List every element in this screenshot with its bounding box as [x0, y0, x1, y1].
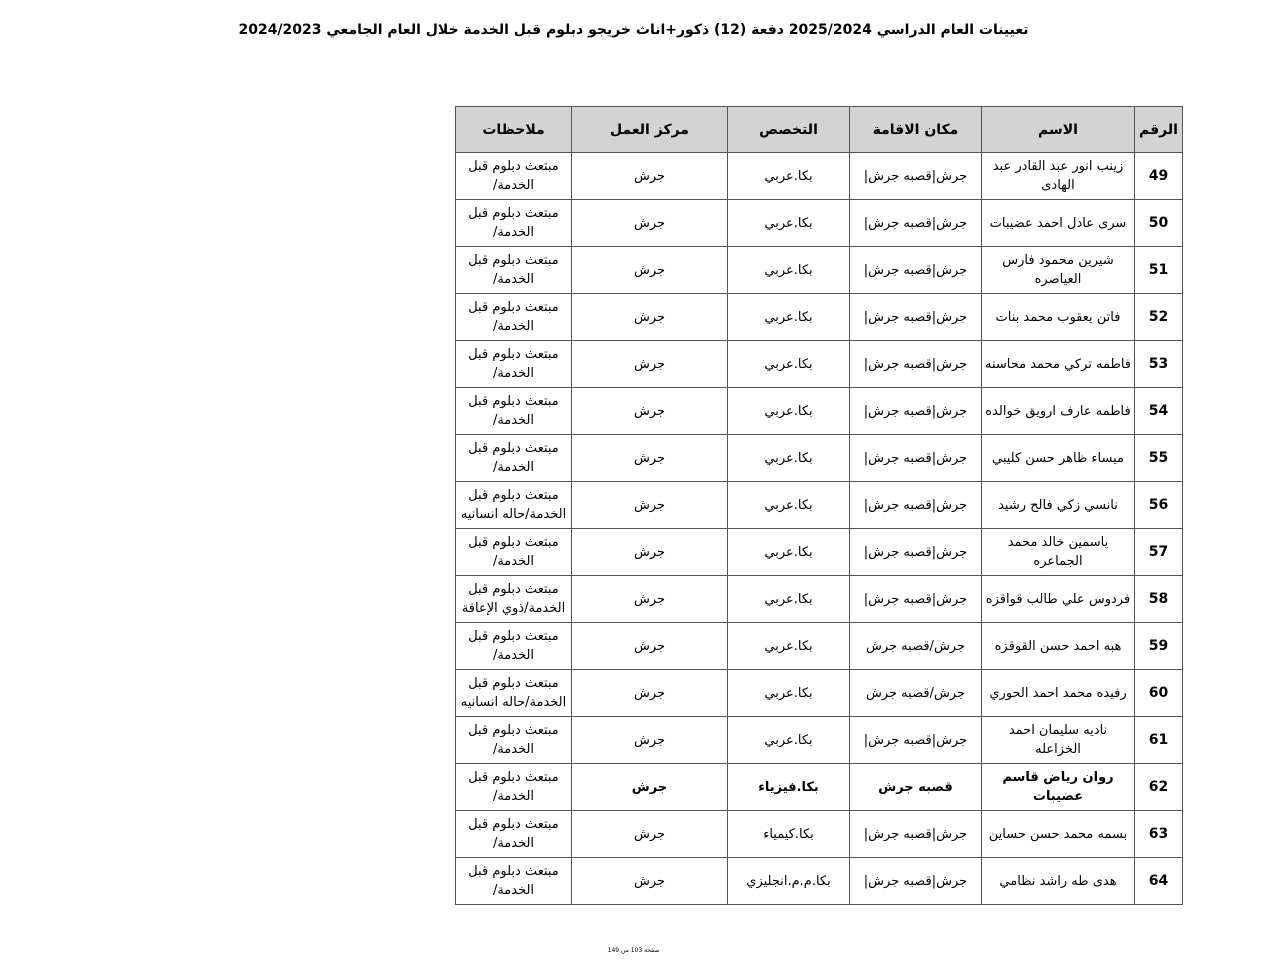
cell-name: فردوس علي طالب قواقزه [982, 576, 1135, 623]
cell-work-center: جرش [572, 294, 728, 341]
cell-name: ميساء ظاهر حسن كليبي [982, 435, 1135, 482]
cell-number: 64 [1135, 858, 1183, 905]
cell-notes: مبتعث دبلوم قبل الخدمة/ [456, 247, 572, 294]
cell-residence: جرش|قصبه جرش| [850, 482, 982, 529]
table-row [456, 153, 1183, 200]
table-row [456, 623, 1183, 670]
cell-residence: جرش/قصبه جرش [850, 623, 982, 670]
cell-work-center: جرش [572, 858, 728, 905]
cell-name: فاطمه عارف ارويق خوالده [982, 388, 1135, 435]
cell-specialty: بكا.عربي [728, 341, 850, 388]
cell-residence: جرش|قصبه جرش| [850, 858, 982, 905]
cell-name: سرى عادل احمد عضيبات [982, 200, 1135, 247]
cell-work-center: جرش [572, 341, 728, 388]
cell-number: 49 [1135, 153, 1183, 200]
cell-work-center: جرش [572, 764, 728, 811]
cell-number: 60 [1135, 670, 1183, 717]
cell-number: 52 [1135, 294, 1183, 341]
table-row [456, 858, 1183, 905]
cell-name: ياسمين خالد محمد الجماعره [982, 529, 1135, 576]
table-row [456, 341, 1183, 388]
cell-specialty: بكا.عربي [728, 529, 850, 576]
cell-work-center: جرش [572, 576, 728, 623]
cell-number: 57 [1135, 529, 1183, 576]
cell-notes: مبتعث دبلوم قبل الخدمة/ [456, 529, 572, 576]
cell-number: 56 [1135, 482, 1183, 529]
column-header-name: الاسم [982, 107, 1135, 153]
cell-specialty: بكا.عربي [728, 200, 850, 247]
cell-specialty: بكا.م.م.انجليزي [728, 858, 850, 905]
page-number-footer: صفحة 103 من 149 [607, 947, 660, 954]
table-row [456, 764, 1183, 811]
cell-notes: مبتعث دبلوم قبل الخدمة/ [456, 858, 572, 905]
cell-specialty: بكا.كيمياء [728, 811, 850, 858]
cell-residence: جرش|قصبه جرش| [850, 529, 982, 576]
cell-work-center: جرش [572, 247, 728, 294]
cell-name: فاطمه تركي محمد محاسنه [982, 341, 1135, 388]
cell-name: شيرين محمود فارس العياصره [982, 247, 1135, 294]
cell-residence: جرش|قصبه جرش| [850, 200, 982, 247]
column-header-work-center: مركز العمل [572, 107, 728, 153]
cell-notes: مبتعث دبلوم قبل الخدمة/حاله انسانيه [456, 670, 572, 717]
cell-work-center: جرش [572, 717, 728, 764]
cell-specialty: بكا.عربي [728, 576, 850, 623]
cell-name: هبه احمد حسن القوقزه [982, 623, 1135, 670]
column-header-specialty: التخصص [728, 107, 850, 153]
table-row [456, 529, 1183, 576]
cell-specialty: بكا.عربي [728, 717, 850, 764]
table-body [456, 153, 1183, 905]
cell-notes: مبتعث دبلوم قبل الخدمة/حاله انسانيه [456, 482, 572, 529]
cell-residence: جرش|قصبه جرش| [850, 247, 982, 294]
cell-name: زينب انور عبد القادر عبد الهادى [982, 153, 1135, 200]
cell-number: 59 [1135, 623, 1183, 670]
cell-work-center: جرش [572, 529, 728, 576]
table-row [456, 482, 1183, 529]
cell-residence: جرش/قصبه جرش [850, 670, 982, 717]
cell-number: 55 [1135, 435, 1183, 482]
cell-notes: مبتعث دبلوم قبل الخدمة/ [456, 764, 572, 811]
table-row [456, 388, 1183, 435]
cell-specialty: بكا.فيزياء [728, 764, 850, 811]
cell-notes: مبتعث دبلوم قبل الخدمة/ [456, 294, 572, 341]
table-row [456, 200, 1183, 247]
column-header-notes: ملاحظات [456, 107, 572, 153]
cell-work-center: جرش [572, 482, 728, 529]
appointments-table [455, 106, 1183, 905]
cell-name: روان رياض قاسم عضيبات [982, 764, 1135, 811]
cell-work-center: جرش [572, 200, 728, 247]
cell-specialty: بكا.عربي [728, 153, 850, 200]
cell-specialty: بكا.عربي [728, 482, 850, 529]
table-row [456, 247, 1183, 294]
cell-work-center: جرش [572, 811, 728, 858]
cell-work-center: جرش [572, 670, 728, 717]
cell-name: هدى طه راشد نظامي [982, 858, 1135, 905]
table-row [456, 294, 1183, 341]
cell-work-center: جرش [572, 153, 728, 200]
cell-specialty: بكا.عربي [728, 388, 850, 435]
cell-notes: مبتعث دبلوم قبل الخدمة/ [456, 200, 572, 247]
cell-residence: جرش|قصبه جرش| [850, 341, 982, 388]
cell-work-center: جرش [572, 388, 728, 435]
cell-number: 62 [1135, 764, 1183, 811]
cell-residence: قصبه جرش [850, 764, 982, 811]
table-row [456, 670, 1183, 717]
cell-number: 63 [1135, 811, 1183, 858]
cell-residence: جرش|قصبه جرش| [850, 576, 982, 623]
cell-notes: مبتعث دبلوم قبل الخدمة/ [456, 388, 572, 435]
cell-number: 58 [1135, 576, 1183, 623]
cell-specialty: بكا.عربي [728, 435, 850, 482]
cell-work-center: جرش [572, 623, 728, 670]
cell-notes: مبتعث دبلوم قبل الخدمة/ [456, 435, 572, 482]
cell-notes: مبتعث دبلوم قبل الخدمة/ [456, 717, 572, 764]
cell-number: 50 [1135, 200, 1183, 247]
cell-notes: مبتعث دبلوم قبل الخدمة/ [456, 811, 572, 858]
cell-residence: جرش|قصبه جرش| [850, 811, 982, 858]
table-row [456, 811, 1183, 858]
cell-residence: جرش|قصبه جرش| [850, 294, 982, 341]
cell-residence: جرش|قصبه جرش| [850, 388, 982, 435]
cell-work-center: جرش [572, 435, 728, 482]
cell-name: بسمه محمد حسن حساين [982, 811, 1135, 858]
cell-specialty: بكا.عربي [728, 247, 850, 294]
cell-specialty: بكا.عربي [728, 294, 850, 341]
cell-specialty: بكا.عربي [728, 670, 850, 717]
table-header-row [456, 107, 1183, 153]
cell-number: 53 [1135, 341, 1183, 388]
cell-number: 54 [1135, 388, 1183, 435]
cell-notes: مبتعث دبلوم قبل الخدمة/ذوي الإعاقة [456, 576, 572, 623]
cell-residence: جرش|قصبه جرش| [850, 153, 982, 200]
cell-specialty: بكا.عربي [728, 623, 850, 670]
cell-residence: جرش|قصبه جرش| [850, 717, 982, 764]
cell-notes: مبتعث دبلوم قبل الخدمة/ [456, 341, 572, 388]
page-title: تعيينات العام الدراسي 2025/2024 دفعة (12) ذكور+اناث خريجو دبلوم قبل الخدمة خلال العام الجامعي 2024/2023 [238, 22, 1029, 38]
cell-notes: مبتعث دبلوم قبل الخدمة/ [456, 623, 572, 670]
cell-residence: جرش|قصبه جرش| [850, 435, 982, 482]
column-header-number: الرقم [1135, 107, 1183, 153]
cell-number: 61 [1135, 717, 1183, 764]
cell-notes: مبتعث دبلوم قبل الخدمة/ [456, 153, 572, 200]
table-row [456, 435, 1183, 482]
table-row [456, 717, 1183, 764]
column-header-residence: مكان الاقامة [850, 107, 982, 153]
cell-number: 51 [1135, 247, 1183, 294]
table-row [456, 576, 1183, 623]
cell-name: نانسي زكي فالح رشيد [982, 482, 1135, 529]
cell-name: فاتن يعقوب محمد بنات [982, 294, 1135, 341]
cell-name: رفيده محمد احمد الحوري [982, 670, 1135, 717]
cell-name: ناديه سليمان احمد الخزاعله [982, 717, 1135, 764]
